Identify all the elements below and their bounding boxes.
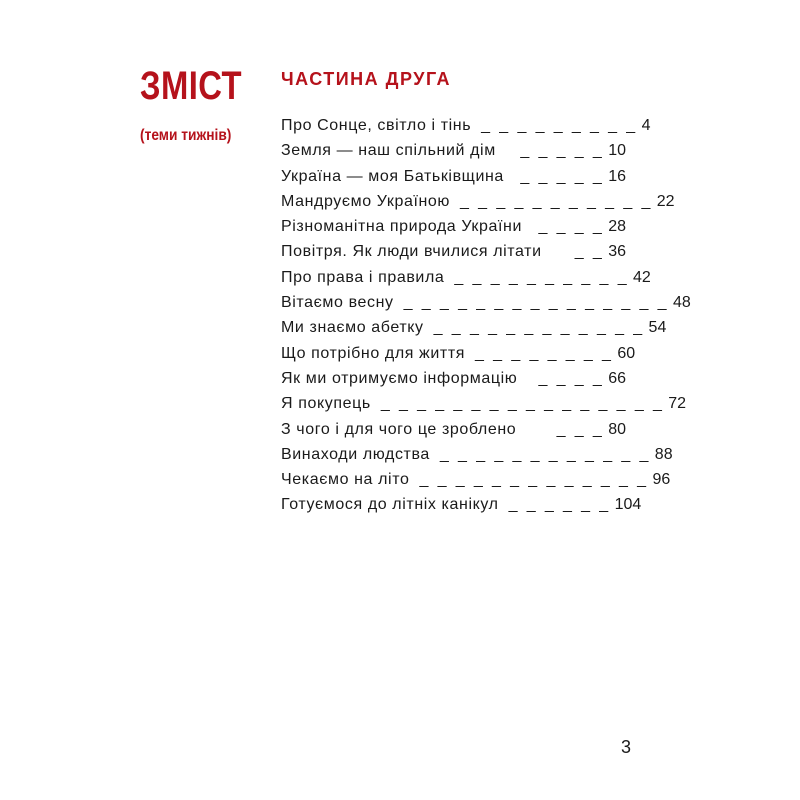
toc-entry[interactable] (281, 189, 675, 214)
toc-entry[interactable] (281, 366, 626, 391)
toc-entry[interactable] (281, 442, 673, 467)
toc-entry-page: 72 (668, 395, 687, 413)
toc-entry-page: 54 (648, 319, 667, 337)
toc-entry-page: 104 (614, 496, 642, 514)
toc-entry-title: Винаходи людства (281, 445, 430, 463)
toc-entry-leader: _ _ _ _ _ _ _ _ _ _ _ _ (439, 445, 651, 463)
toc-entry[interactable] (281, 138, 626, 163)
toc-entry-title: Вітаємо весну (281, 294, 394, 312)
toc-entry-leader: _ _ (574, 243, 605, 261)
toc-entry-page: 80 (608, 420, 626, 438)
toc-entry-title: Чекаємо на літо (281, 471, 410, 489)
toc-entry-title: Про Сонце, світло і тінь (281, 117, 472, 134)
toc-entry-page: 28 (608, 218, 626, 236)
toc-entry[interactable] (281, 417, 626, 442)
toc-entry-title: Мандруємо Україною (281, 192, 451, 210)
toc-entry-leader: _ _ _ _ _ (520, 142, 605, 160)
toc-entry-title: Різноманітна природа України (281, 218, 522, 236)
page-number: 3 (621, 737, 632, 757)
toc-entry[interactable] (281, 492, 642, 517)
toc-entry-title: Земля — наш спільний дім (281, 142, 496, 160)
toc-entry[interactable] (281, 391, 687, 416)
table-of-contents (281, 113, 691, 518)
toc-entry-page: 66 (608, 369, 626, 387)
page-title: ЗМІСТ (140, 64, 242, 108)
toc-entry-title: Ми знаємо абетку (281, 319, 424, 337)
toc-entry[interactable] (281, 164, 626, 189)
toc-entry-page: 4 (641, 117, 651, 134)
toc-entry-title: Як ми отримуємо інформацію (281, 369, 518, 387)
toc-entry-page: 60 (617, 344, 636, 362)
toc-entry-title: Україна — моя Батьківщина (281, 167, 504, 185)
toc-entry-leader: _ _ _ _ (538, 369, 605, 387)
toc-entry[interactable] (281, 315, 667, 340)
toc-entry-page: 96 (652, 471, 671, 489)
toc-entry[interactable] (281, 113, 651, 138)
toc-entry-page: 42 (633, 268, 651, 286)
toc-entry-leader: _ _ _ _ _ _ (508, 496, 611, 514)
toc-entry-page: 88 (654, 445, 673, 463)
toc-entry-leader: _ _ _ _ _ _ _ _ _ _ (454, 268, 629, 286)
toc-entry[interactable] (281, 239, 626, 264)
toc-entry-leader: _ _ _ _ _ _ _ _ _ _ _ _ _ _ _ (403, 294, 669, 312)
toc-entry-title: Що потрібно для життя (281, 344, 466, 362)
toc-entry-page: 36 (608, 243, 626, 261)
toc-entry-leader: _ _ _ _ _ _ _ _ _ _ _ _ (433, 319, 645, 337)
toc-entry-leader: _ _ _ _ _ _ _ _ _ _ _ (460, 192, 653, 210)
toc-entry[interactable] (281, 265, 651, 290)
toc-entry-page: 22 (656, 192, 675, 210)
toc-entry-page: 48 (672, 294, 691, 312)
toc-entry-page: 16 (608, 167, 626, 185)
toc-entry[interactable] (281, 467, 671, 492)
toc-entry-leader: _ _ _ _ (538, 218, 605, 236)
toc-entry-title: Готуємося до літніх канікул (281, 496, 499, 514)
toc-entry-leader: _ _ _ _ _ (520, 167, 605, 185)
toc-entry-leader: _ _ _ _ _ _ _ _ (475, 344, 614, 362)
toc-entry-leader: _ _ _ (556, 420, 605, 438)
toc-entry-page: 10 (608, 142, 626, 160)
toc-entry[interactable] (281, 341, 636, 366)
toc-entry-leader: _ _ _ _ _ _ _ _ _ (481, 117, 638, 134)
toc-entry-leader: _ _ _ _ _ _ _ _ _ _ _ _ _ (419, 471, 649, 489)
toc-entry[interactable] (281, 214, 626, 239)
section-header: ЧАСТИНА ДРУГА (281, 69, 452, 89)
toc-entry[interactable] (281, 290, 691, 315)
toc-entry-title: Повітря. Як люди вчилися літати (281, 243, 542, 261)
page-subtitle: (теми тижнів) (140, 127, 232, 144)
toc-entry-leader: _ _ _ _ _ _ _ _ _ _ _ _ _ _ _ _ (380, 395, 665, 413)
toc-entry-title: Про права і правила (281, 268, 445, 286)
toc-entry-title: З чого і для чого це зроблено (281, 420, 517, 438)
toc-entry-title: Я покупець (281, 395, 371, 413)
